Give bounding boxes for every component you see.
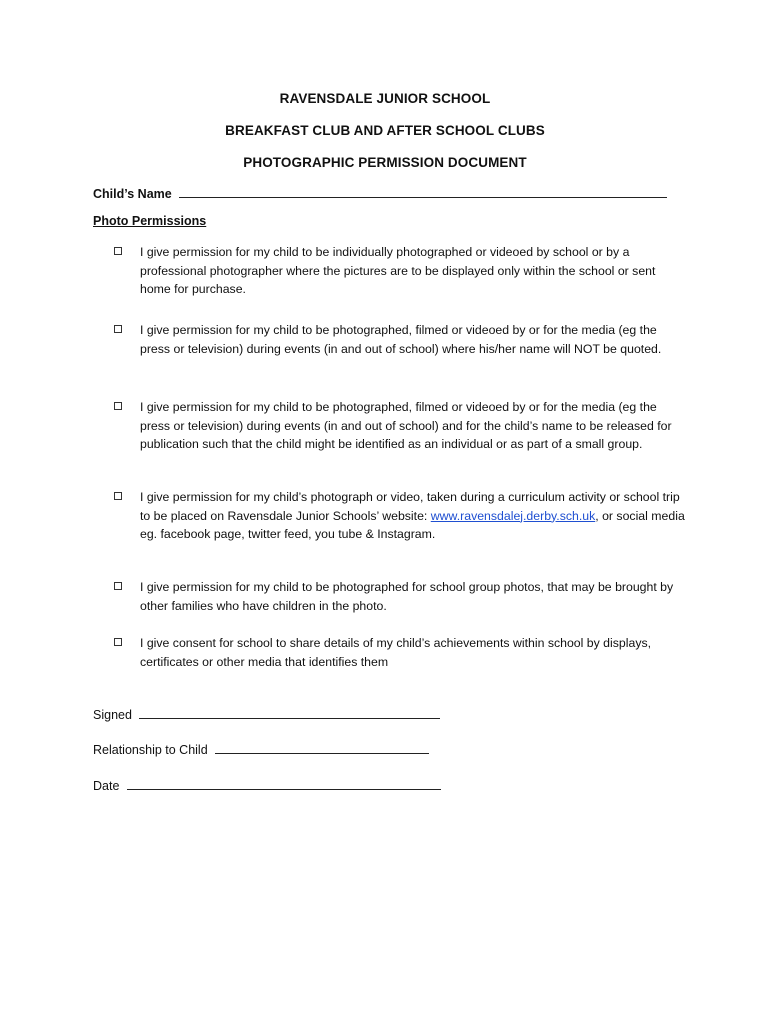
relationship-row (93, 741, 429, 757)
photo-permissions-heading: Photo Permissions (93, 214, 207, 228)
document-title: PHOTOGRAPHIC PERMISSION DOCUMENT (243, 155, 527, 170)
permission-text-6: I give consent for school to share details of my child’s achievements within school by displays, certificates or other media that identifies them (140, 636, 652, 669)
date-row (93, 777, 441, 793)
checkbox-1[interactable] (114, 247, 122, 255)
permission-text-3: I give permission for my child to be photographed, filmed or videoed by or for the media (eg the press or television) during events (in and out of school) and for the child’s name to be released for publication such that the child might be identified as an individual or as part of a small group. (140, 400, 672, 451)
permission-text-5: I give permission for my child to be photographed for school group photos, that may be brought by other families who have children in the photo. (140, 580, 674, 613)
date-label: Date (93, 779, 120, 793)
school-name: RAVENSDALE JUNIOR SCHOOL (279, 91, 491, 106)
permission-text-4-before: I give permission for my child’s photograph or video, taken during a curriculum activity or school trip to be placed on Ravensdale Junior Schools’ website: (140, 490, 680, 523)
checkbox-6[interactable] (114, 638, 122, 646)
school-website-link[interactable]: www.ravensdalej.derby.sch.uk (430, 508, 596, 523)
permission-text-4 (140, 488, 685, 544)
permission-text-1: I give permission for my child to be individually photographed or videoed by school or by a professional photographer where the pictures are to be displayed only within the school or sent home for purchase. (140, 245, 656, 296)
checkbox-4[interactable] (114, 492, 122, 500)
child-name-row (93, 185, 667, 201)
clubs-title: BREAKFAST CLUB AND AFTER SCHOOL CLUBS (225, 123, 545, 138)
permission-text-2: I give permission for my child to be photographed, filmed or videoed by or for the media (eg the press or television) during events (in and out of school) where his/her name will NOT be quoted. (140, 323, 662, 356)
checkbox-5[interactable] (114, 582, 122, 590)
relationship-field[interactable] (215, 741, 429, 754)
checkbox-3[interactable] (114, 402, 122, 410)
date-field[interactable] (127, 777, 441, 790)
relationship-label: Relationship to Child (93, 743, 208, 757)
checkbox-2[interactable] (114, 325, 122, 333)
signed-row (93, 706, 440, 722)
signed-field[interactable] (139, 706, 440, 719)
child-name-label: Child’s Name (93, 187, 172, 201)
child-name-field[interactable] (179, 185, 667, 198)
signed-label: Signed (93, 708, 132, 722)
permission-text-4-after: , or social media eg. facebook page, twitter feed, you tube & Instagram. (140, 508, 685, 541)
